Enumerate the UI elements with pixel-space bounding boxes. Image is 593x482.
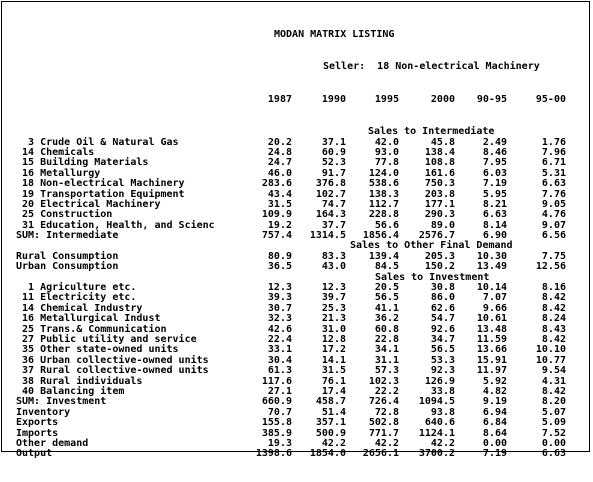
row-label: Inventory: [16, 406, 71, 418]
matrix-rows: [16, 127, 576, 460]
value-cell: 24.8: [267, 146, 292, 158]
value-cell: 2656.1: [362, 448, 399, 460]
value-cell: 10.30: [476, 250, 507, 262]
value-cell: 6.71: [541, 157, 566, 169]
value-cell: 8.42: [541, 302, 566, 314]
value-cell: 10.77: [535, 354, 566, 366]
value-cell: 37.1: [321, 136, 346, 148]
value-cell: 56.5: [430, 344, 455, 356]
value-cell: 8.64: [482, 427, 507, 439]
row-label: Output: [16, 448, 53, 460]
value-cell: 500.9: [315, 427, 346, 439]
value-cell: 1124.1: [418, 427, 455, 439]
value-cell: 61.3: [267, 365, 292, 377]
value-cell: 771.7: [368, 427, 399, 439]
value-cell: 84.5: [374, 261, 399, 273]
value-cell: 41.1: [374, 302, 399, 314]
growth-header: 95-00: [535, 93, 566, 105]
value-cell: 290.3: [424, 209, 455, 221]
row-label: 15 Building Materials: [16, 157, 149, 169]
year-header-row: [16, 95, 576, 105]
value-cell: 9.07: [541, 219, 566, 231]
row-label: 31 Education, Health, and Scienc: [16, 219, 215, 231]
value-cell: 139.4: [368, 250, 399, 262]
row-label: SUM: Intermediate: [16, 230, 119, 242]
value-cell: 6.56: [541, 230, 566, 242]
value-cell: 31.5: [267, 198, 292, 210]
table-row: [16, 262, 576, 272]
value-cell: 39.3: [267, 292, 292, 304]
year-header: 2000: [430, 93, 455, 105]
value-cell: 92.3: [430, 365, 455, 377]
value-cell: 93.8: [430, 406, 455, 418]
row-label: 18 Non-electrical Machinery: [16, 178, 185, 190]
value-cell: 24.7: [267, 157, 292, 169]
value-cell: 32.3: [267, 313, 292, 325]
value-cell: 10.10: [535, 344, 566, 356]
section-header: Sales to Investment: [375, 271, 490, 283]
row-label: 1 Agriculture etc.: [16, 282, 137, 294]
value-cell: 33.8: [430, 385, 455, 397]
value-cell: 56.6: [374, 219, 399, 231]
value-cell: 4.31: [541, 375, 566, 387]
value-cell: 660.9: [261, 396, 292, 408]
value-cell: 22.4: [267, 333, 292, 345]
value-cell: 0.00: [482, 437, 507, 449]
value-cell: 12.8: [321, 333, 346, 345]
value-cell: 10.14: [476, 282, 507, 294]
value-cell: 6.63: [482, 209, 507, 221]
value-cell: 42.0: [374, 136, 399, 148]
row-label: 16 Metallurgy: [16, 167, 101, 179]
row-label: 25 Construction: [16, 209, 113, 221]
value-cell: 357.1: [315, 417, 346, 429]
value-cell: 7.19: [482, 178, 507, 190]
value-cell: 8.42: [541, 292, 566, 304]
value-cell: 92.6: [430, 323, 455, 335]
value-cell: 750.3: [424, 178, 455, 190]
value-cell: 31.5: [321, 365, 346, 377]
value-cell: 9.05: [541, 198, 566, 210]
value-cell: 6.63: [541, 448, 566, 460]
value-cell: 91.7: [321, 167, 346, 179]
value-cell: 8.20: [541, 396, 566, 408]
value-cell: 8.46: [482, 146, 507, 158]
value-cell: 60.9: [321, 146, 346, 158]
table-row: [16, 418, 576, 428]
row-label: Imports: [16, 427, 59, 439]
row-label: 38 Rural individuals: [16, 375, 143, 387]
value-cell: 1094.5: [418, 396, 455, 408]
value-cell: 117.6: [261, 375, 292, 387]
value-cell: 376.8: [315, 178, 346, 190]
year-header: 1995: [374, 93, 399, 105]
value-cell: 5.09: [541, 417, 566, 429]
value-cell: 9.54: [541, 365, 566, 377]
row-label: Exports: [16, 417, 59, 429]
value-cell: 37.7: [321, 219, 346, 231]
value-cell: 1854.0: [309, 448, 346, 460]
value-cell: 7.07: [482, 292, 507, 304]
value-cell: 124.0: [368, 167, 399, 179]
value-cell: 13.66: [476, 344, 507, 356]
row-label: 11 Electricity etc.: [16, 292, 137, 304]
value-cell: 757.4: [261, 230, 292, 242]
value-cell: 7.96: [541, 146, 566, 158]
value-cell: 17.4: [321, 385, 346, 397]
value-cell: 43.4: [267, 188, 292, 200]
row-label: 37 Rural collective-owned units: [16, 365, 209, 377]
year-header: 1987: [267, 93, 292, 105]
table-row: [16, 179, 576, 189]
section-header: Sales to Intermediate: [368, 126, 495, 138]
value-cell: 108.8: [424, 157, 455, 169]
value-cell: 15.91: [476, 354, 507, 366]
value-cell: 4.82: [482, 385, 507, 397]
value-cell: 20.5: [374, 282, 399, 294]
value-cell: 22.8: [374, 333, 399, 345]
value-cell: 54.7: [430, 313, 455, 325]
value-cell: 8.24: [541, 313, 566, 325]
matrix-listing: [16, 8, 576, 482]
value-cell: 43.0: [321, 261, 346, 273]
report-title: MODAN MATRIX LISTING: [274, 29, 395, 40]
value-cell: 53.3: [430, 354, 455, 366]
value-cell: 30.8: [430, 282, 455, 294]
value-cell: 60.8: [374, 323, 399, 335]
value-cell: 17.2: [321, 344, 346, 356]
value-cell: 7.19: [482, 448, 507, 460]
report-frame: [1, 1, 590, 460]
value-cell: 51.4: [321, 406, 346, 418]
value-cell: 2.49: [482, 136, 507, 148]
row-label: SUM: Investment: [16, 396, 107, 408]
value-cell: 112.7: [368, 198, 399, 210]
table-row: [16, 366, 576, 376]
value-cell: 39.7: [321, 292, 346, 304]
value-cell: 22.2: [374, 385, 399, 397]
value-cell: 77.8: [374, 157, 399, 169]
row-label: 16 Metallurgical Indust: [16, 313, 161, 325]
value-cell: 10.61: [476, 313, 507, 325]
value-cell: 56.5: [374, 292, 399, 304]
growth-header: 90-95: [476, 93, 507, 105]
value-cell: 31.1: [374, 354, 399, 366]
value-cell: 34.7: [430, 333, 455, 345]
table-row: [16, 449, 576, 459]
value-cell: 19.3: [267, 437, 292, 449]
seller-label: Seller: 18 Non-electrical Machinery: [323, 61, 540, 73]
value-cell: 20.2: [267, 136, 292, 148]
value-cell: 8.16: [541, 282, 566, 294]
row-label: Other demand: [16, 437, 89, 449]
row-label: Rural Consumption: [16, 250, 119, 262]
value-cell: 4.76: [541, 209, 566, 221]
row-label: 25 Trans.& Communication: [16, 323, 167, 335]
row-label: 14 Chemical Industry: [16, 302, 143, 314]
value-cell: 5.92: [482, 375, 507, 387]
seller-line: [16, 62, 576, 72]
value-cell: 76.1: [321, 375, 346, 387]
value-cell: 36.5: [267, 261, 292, 273]
value-cell: 5.07: [541, 406, 566, 418]
value-cell: 458.7: [315, 396, 346, 408]
value-cell: 126.9: [424, 375, 455, 387]
value-cell: 62.6: [430, 302, 455, 314]
value-cell: 57.3: [374, 365, 399, 377]
value-cell: 385.9: [261, 427, 292, 439]
section-header-row: [16, 127, 576, 137]
value-cell: 102.7: [315, 188, 346, 200]
value-cell: 42.2: [374, 437, 399, 449]
value-cell: 9.66: [482, 302, 507, 314]
value-cell: 150.2: [424, 261, 455, 273]
value-cell: 138.4: [424, 146, 455, 158]
value-cell: 86.0: [430, 292, 455, 304]
value-cell: 1314.5: [309, 230, 346, 242]
value-cell: 11.97: [476, 365, 507, 377]
value-cell: 138.3: [368, 188, 399, 200]
value-cell: 42.2: [321, 437, 346, 449]
value-cell: 12.3: [267, 282, 292, 294]
value-cell: 72.8: [374, 406, 399, 418]
value-cell: 155.8: [261, 417, 292, 429]
value-cell: 70.7: [267, 406, 292, 418]
value-cell: 0.00: [541, 437, 566, 449]
value-cell: 3700.2: [418, 448, 455, 460]
value-cell: 6.63: [541, 178, 566, 190]
value-cell: 52.3: [321, 157, 346, 169]
value-cell: 27.1: [267, 385, 292, 397]
value-cell: 13.49: [476, 261, 507, 273]
row-label: 36 Urban collective-owned units: [16, 354, 209, 366]
value-cell: 8.43: [541, 323, 566, 335]
value-cell: 36.2: [374, 313, 399, 325]
value-cell: 30.4: [267, 354, 292, 366]
value-cell: 164.3: [315, 209, 346, 221]
value-cell: 5.95: [482, 188, 507, 200]
title-line: [16, 30, 576, 40]
value-cell: 7.52: [541, 427, 566, 439]
value-cell: 7.75: [541, 250, 566, 262]
value-cell: 30.7: [267, 302, 292, 314]
value-cell: 6.84: [482, 417, 507, 429]
value-cell: 8.42: [541, 385, 566, 397]
row-label: 14 Chemicals: [16, 146, 95, 158]
value-cell: 93.0: [374, 146, 399, 158]
value-cell: 34.1: [374, 344, 399, 356]
value-cell: 8.42: [541, 333, 566, 345]
value-cell: 42.2: [430, 437, 455, 449]
value-cell: 1398.6: [255, 448, 292, 460]
value-cell: 46.0: [267, 167, 292, 179]
value-cell: 1856.4: [362, 230, 399, 242]
value-cell: 83.3: [321, 250, 346, 262]
value-cell: 31.0: [321, 323, 346, 335]
value-cell: 14.1: [321, 354, 346, 366]
value-cell: 9.19: [482, 396, 507, 408]
value-cell: 12.56: [535, 261, 566, 273]
value-cell: 19.2: [267, 219, 292, 231]
row-label: 3 Crude Oil & Natural Gas: [16, 136, 179, 148]
value-cell: 228.8: [368, 209, 399, 221]
value-cell: 89.0: [430, 219, 455, 231]
value-cell: 8.21: [482, 198, 507, 210]
value-cell: 177.1: [424, 198, 455, 210]
row-label: 27 Public utility and service: [16, 333, 197, 345]
row-label: 40 Balancing item: [16, 385, 125, 397]
value-cell: 205.3: [424, 250, 455, 262]
value-cell: 726.4: [368, 396, 399, 408]
value-cell: 640.6: [424, 417, 455, 429]
value-cell: 8.14: [482, 219, 507, 231]
value-cell: 161.6: [424, 167, 455, 179]
row-label: Urban Consumption: [16, 261, 119, 273]
value-cell: 80.9: [267, 250, 292, 262]
value-cell: 6.90: [482, 230, 507, 242]
year-header: 1990: [321, 93, 346, 105]
value-cell: 6.03: [482, 167, 507, 179]
value-cell: 12.3: [321, 282, 346, 294]
value-cell: 538.6: [368, 178, 399, 190]
value-cell: 13.48: [476, 323, 507, 335]
value-cell: 502.8: [368, 417, 399, 429]
value-cell: 203.8: [424, 188, 455, 200]
value-cell: 7.95: [482, 157, 507, 169]
value-cell: 74.7: [321, 198, 346, 210]
value-cell: 2576.7: [418, 230, 455, 242]
value-cell: 33.1: [267, 344, 292, 356]
value-cell: 6.94: [482, 406, 507, 418]
value-cell: 45.8: [430, 136, 455, 148]
row-label: 20 Electrical Machinery: [16, 198, 161, 210]
value-cell: 1.76: [541, 136, 566, 148]
value-cell: 283.6: [261, 178, 292, 190]
value-cell: 11.59: [476, 333, 507, 345]
value-cell: 21.3: [321, 313, 346, 325]
value-cell: 109.9: [261, 209, 292, 221]
value-cell: 5.31: [541, 167, 566, 179]
value-cell: 42.6: [267, 323, 292, 335]
value-cell: 102.3: [368, 375, 399, 387]
row-label: 35 Other state-owned units: [16, 344, 179, 356]
value-cell: 25.3: [321, 302, 346, 314]
section-header: Sales to Other Final Demand: [350, 240, 513, 252]
value-cell: 7.76: [541, 188, 566, 200]
row-label: 19 Transportation Equipment: [16, 188, 185, 200]
